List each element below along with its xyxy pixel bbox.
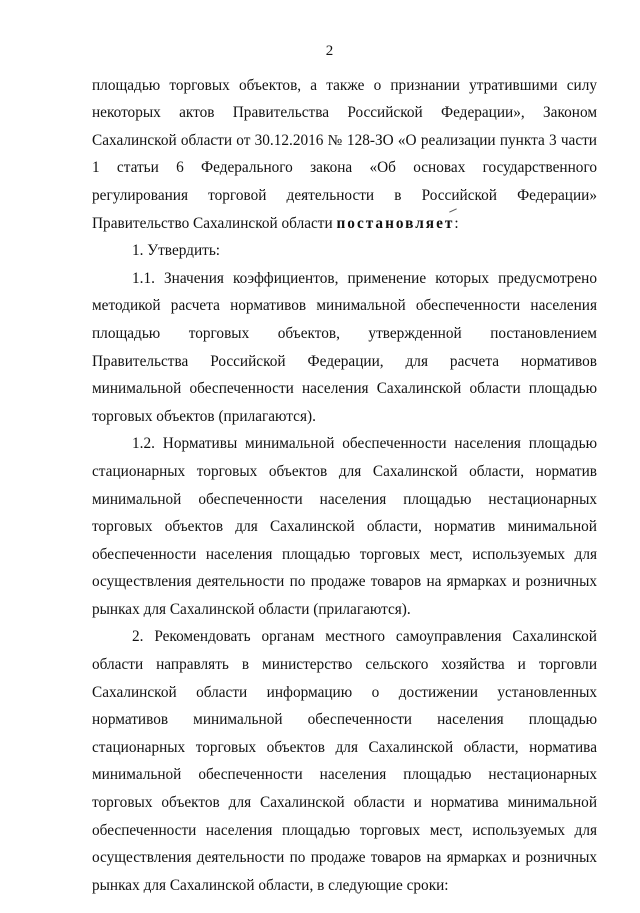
intro-paragraph [92, 72, 597, 238]
item-2: 2. Рекомендовать органам местного самоуправления Сахалинской области направлять в министерство сельского хозяйства и торговли Сахалинской области информацию о достижении установленных нормативов минимальной обеспеченности населения площадью стационарных торговых объектов для Сахалинской области, норматива минимальной обеспеченности населения площадью нестационарных торговых объектов для Сахалинской области и норматива минимальной обеспеченности населения площадью торговых мест, используемых для осуществления деятельности по продаже товаров на ярмарках и розничных рынках для Сахалинской области, в следующие сроки: [92, 628, 597, 894]
page-number: 2 [325, 43, 334, 59]
item-1-1: 1.1. Значения коэффициентов, применение которых предусмотрено методикой расчета нормативов минимальной обеспеченности населения площадью торговых объектов, утвержденной постановлением Правительства Российской Федерации, для расчета нормативов минимальной обеспеченности населения Сахалинской области площадью торговых объектов (прилагаются). [92, 269, 597, 425]
item-1: 1. Утвердить: [132, 242, 221, 260]
decree-word: постановляет [336, 214, 455, 232]
item-1-2: 1.2. Нормативы минимальной обеспеченности населения площадью стационарных торговых объектов для Сахалинской области, норматив минимальной обеспеченности населения площадью нестационарных торговых объектов для Сахалинской области, норматив минимальной обеспеченности населения площадью торговых мест, используемых для осуществления деятельности по продаже товаров на ярмарках и розничных рынках для Сахалинской области (прилагаются). [92, 435, 597, 618]
intro-text: площадью торговых объектов, а также о признании утратившими силу некоторых актов Правительства Российской Федерации», Законом Сахалинской области от 30.12.2016 № 128-ЗО «О реализации пункта 3 части 1 статьи 6 Федерального закона «Об основах государственного регулирования торговой деятельности в Российской Федерации» Правительство Сахалинской области [92, 76, 597, 232]
intro-colon: : [454, 214, 459, 232]
